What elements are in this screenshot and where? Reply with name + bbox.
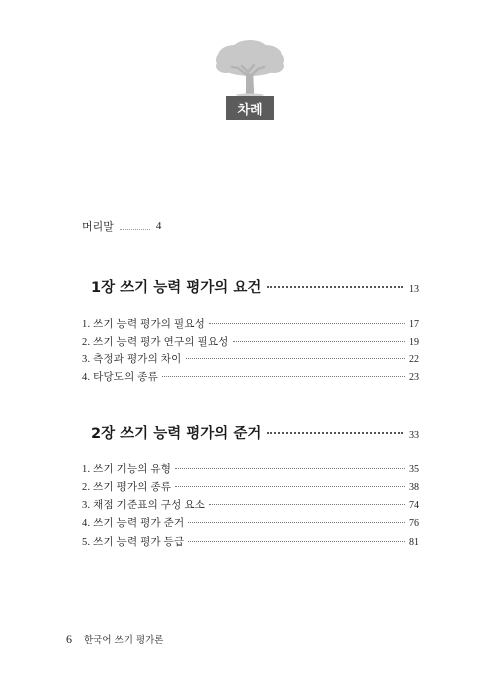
dot-leader xyxy=(267,286,403,288)
tree-icon xyxy=(212,38,288,96)
item-page: 23 xyxy=(409,372,419,383)
item-label: 1. 쓰기 능력 평가의 필요성 xyxy=(82,319,206,330)
item-page: 74 xyxy=(409,500,419,511)
item-label: 3. 측정과 평가의 차이 xyxy=(82,354,182,365)
preface-label: 머리말 xyxy=(82,220,114,233)
item-label: 2. 쓰기 능력 평가 연구의 필요성 xyxy=(82,337,229,348)
dot-leader xyxy=(188,522,405,523)
dot-leader xyxy=(209,323,405,324)
chapter-title: 1장 쓰기 능력 평가의 요건 xyxy=(91,280,262,296)
preface-page: 4 xyxy=(155,220,162,232)
dot-leader xyxy=(120,229,150,230)
toc-item[interactable] xyxy=(82,351,419,366)
item-label: 3. 채점 기준표의 구성 요소 xyxy=(82,500,206,511)
item-label: 2. 쓰기 평가의 종류 xyxy=(82,482,172,493)
item-page: 22 xyxy=(409,354,419,365)
dot-leader xyxy=(188,541,405,542)
book-title: 한국어 쓰기 평가론 xyxy=(84,635,164,646)
chapter-page: 33 xyxy=(409,430,419,441)
toc-item[interactable] xyxy=(82,369,419,384)
toc-item[interactable] xyxy=(82,534,419,549)
page-footer xyxy=(66,632,163,647)
toc-item[interactable] xyxy=(82,515,419,530)
dot-leader xyxy=(233,341,405,342)
dot-leader xyxy=(267,432,403,434)
item-page: 19 xyxy=(409,337,419,348)
dot-leader xyxy=(175,486,405,487)
toc-item[interactable] xyxy=(82,334,419,349)
item-page: 76 xyxy=(409,518,419,529)
item-label: 5. 쓰기 능력 평가 등급 xyxy=(82,537,185,548)
item-page: 35 xyxy=(409,464,419,475)
toc-item[interactable] xyxy=(82,479,419,494)
item-label: 1. 쓰기 기능의 유형 xyxy=(82,464,172,475)
item-page: 17 xyxy=(409,319,419,330)
dot-leader xyxy=(209,504,405,505)
item-page: 81 xyxy=(409,537,419,548)
chapter-page: 13 xyxy=(409,284,419,295)
dot-leader xyxy=(162,376,405,377)
item-page: 38 xyxy=(409,482,419,493)
toc-chapter-2[interactable] xyxy=(91,422,419,443)
chapter-title: 2장 쓰기 능력 평가의 준거 xyxy=(91,426,262,442)
item-label: 4. 타당도의 종류 xyxy=(82,372,158,383)
toc-chapter-1[interactable] xyxy=(91,276,419,297)
dot-leader xyxy=(186,358,406,359)
toc-item[interactable] xyxy=(82,497,419,512)
toc-entry-preface[interactable] xyxy=(82,218,161,234)
toc-item[interactable] xyxy=(82,461,419,476)
page-number: 6 xyxy=(66,632,72,646)
item-label: 4. 쓰기 능력 평가 준거 xyxy=(82,518,185,529)
toc-item[interactable] xyxy=(82,316,419,331)
dot-leader xyxy=(175,468,405,469)
toc-title: 차례 xyxy=(226,96,274,120)
